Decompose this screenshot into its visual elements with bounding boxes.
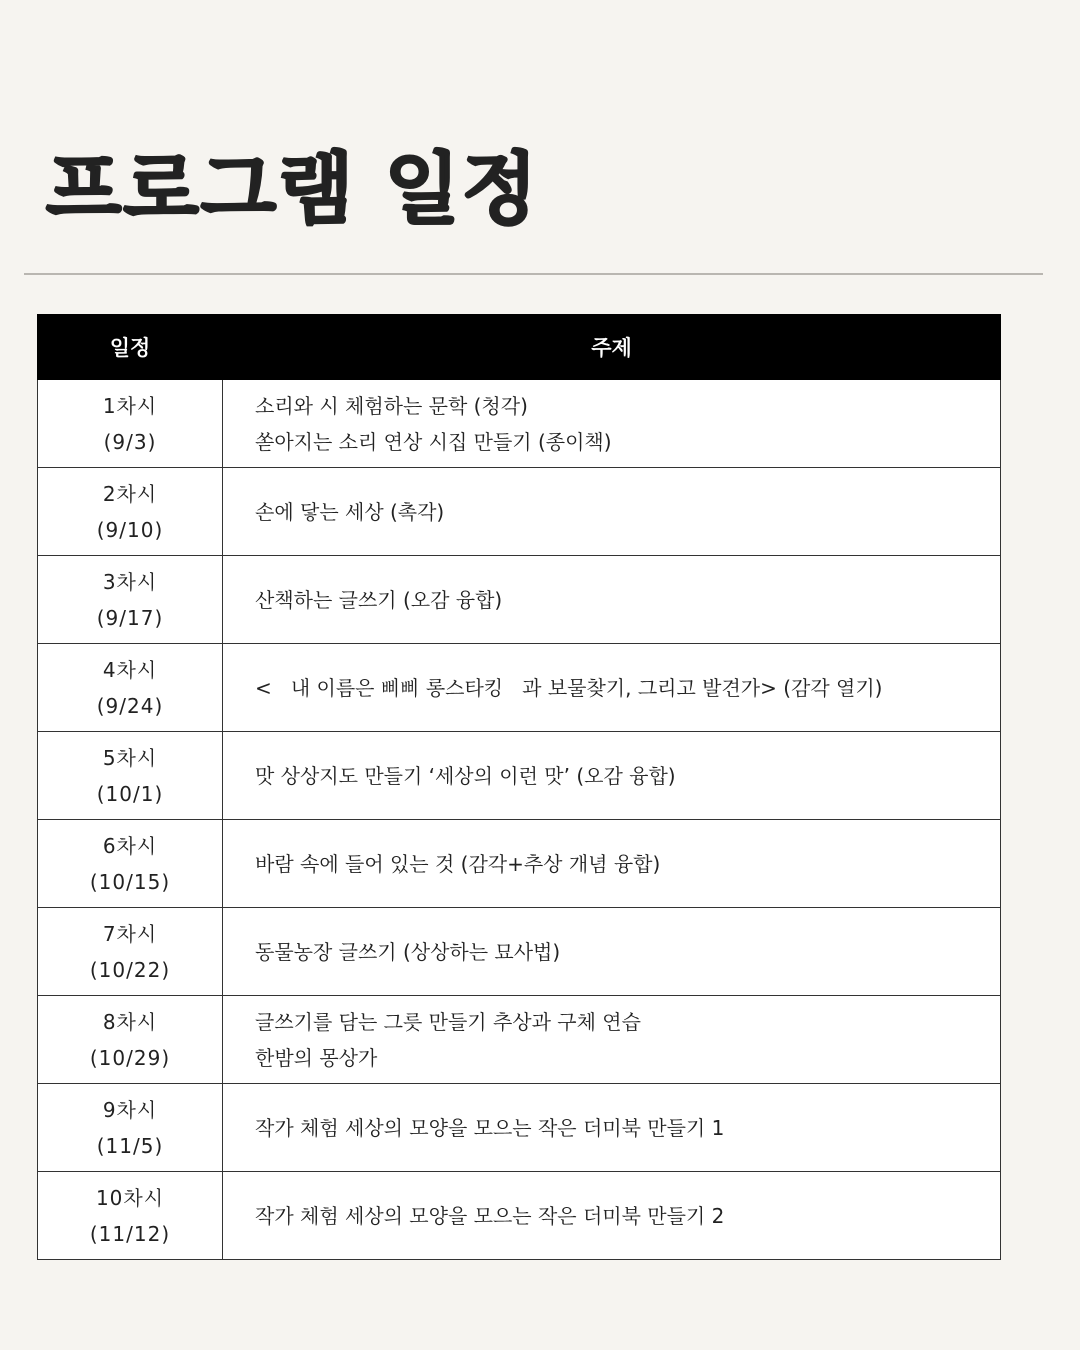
session-date: (10/29) <box>89 1045 171 1070</box>
topic-line: 동물농장 글쓰기 (상상하는 묘사법) <box>255 939 561 964</box>
session-label: 6차시 <box>102 833 158 858</box>
table-row <box>38 468 1001 556</box>
session-label: 4차시 <box>102 657 158 682</box>
session-cell <box>38 908 223 996</box>
session-label: 3차시 <box>102 569 158 594</box>
table-row <box>38 380 1001 468</box>
topic-line: 쏟아지는 소리 연상 시집 만들기 (종이책) <box>255 429 612 454</box>
session-cell <box>38 996 223 1084</box>
session-cell <box>38 468 223 556</box>
topic-cell <box>223 732 1001 820</box>
table-row <box>38 732 1001 820</box>
topic-line: 작가 체험 세상의 모양을 모으는 작은 더미북 만들기 2 <box>255 1203 725 1228</box>
session-cell <box>38 1084 223 1172</box>
topic-line: 글쓰기를 담는 그릇 만들기 추상과 구체 연습 <box>255 1009 641 1034</box>
table-header-row <box>38 315 1001 380</box>
session-date: (11/5) <box>96 1133 164 1158</box>
schedule-table <box>37 314 1001 1260</box>
session-date: (9/17) <box>96 605 164 630</box>
topic-line: 맛 상상지도 만들기 ‘세상의 이런 맛’ (오감 융합) <box>255 763 676 788</box>
topic-cell <box>223 820 1001 908</box>
session-date: (10/1) <box>96 781 164 806</box>
topic-cell <box>223 556 1001 644</box>
topic-line: 손에 닿는 세상 (촉각) <box>255 499 445 524</box>
topic-cell <box>223 1172 1001 1260</box>
session-date: (9/24) <box>96 693 164 718</box>
table-row <box>38 1084 1001 1172</box>
table-row <box>38 996 1001 1084</box>
session-label: 9차시 <box>102 1097 158 1122</box>
topic-line: 산책하는 글쓰기 (오감 융합) <box>255 587 503 612</box>
session-cell <box>38 644 223 732</box>
title-divider <box>24 273 1043 275</box>
table-row <box>38 820 1001 908</box>
session-cell <box>38 1172 223 1260</box>
topic-cell <box>223 468 1001 556</box>
column-header-schedule: 일정 <box>38 315 223 380</box>
topic-cell <box>223 908 1001 996</box>
topic-line: < 내 이름은 삐삐 롱스타킹 과 보물찾기, 그리고 발견가> (감각 열기) <box>255 675 883 700</box>
session-label: 5차시 <box>102 745 158 770</box>
session-cell <box>38 556 223 644</box>
session-date: (11/12) <box>89 1221 171 1246</box>
table-row <box>38 908 1001 996</box>
session-cell <box>38 820 223 908</box>
page-title: 프로그램 일정 <box>46 145 540 235</box>
column-header-topic: 주제 <box>223 315 1001 380</box>
topic-line: 작가 체험 세상의 모양을 모으는 작은 더미북 만들기 1 <box>255 1115 725 1140</box>
session-cell <box>38 732 223 820</box>
session-label: 10차시 <box>95 1185 165 1210</box>
topic-line: 바람 속에 들어 있는 것 (감각+추상 개념 융합) <box>255 851 661 876</box>
topic-line: 소리와 시 체험하는 문학 (청각) <box>255 393 528 418</box>
table-row <box>38 644 1001 732</box>
table-row <box>38 556 1001 644</box>
session-date: (9/3) <box>103 429 157 454</box>
session-label: 8차시 <box>102 1009 158 1034</box>
topic-cell <box>223 1084 1001 1172</box>
session-date: (9/10) <box>96 517 164 542</box>
topic-line: 한밤의 몽상가 <box>255 1045 378 1070</box>
session-cell <box>38 380 223 468</box>
session-date: (10/22) <box>89 957 171 982</box>
topic-cell <box>223 380 1001 468</box>
session-date: (10/15) <box>89 869 171 894</box>
topic-cell <box>223 644 1001 732</box>
topic-cell <box>223 996 1001 1084</box>
session-label: 2차시 <box>102 481 158 506</box>
table-row <box>38 1172 1001 1260</box>
session-label: 7차시 <box>102 921 158 946</box>
session-label: 1차시 <box>102 393 158 418</box>
